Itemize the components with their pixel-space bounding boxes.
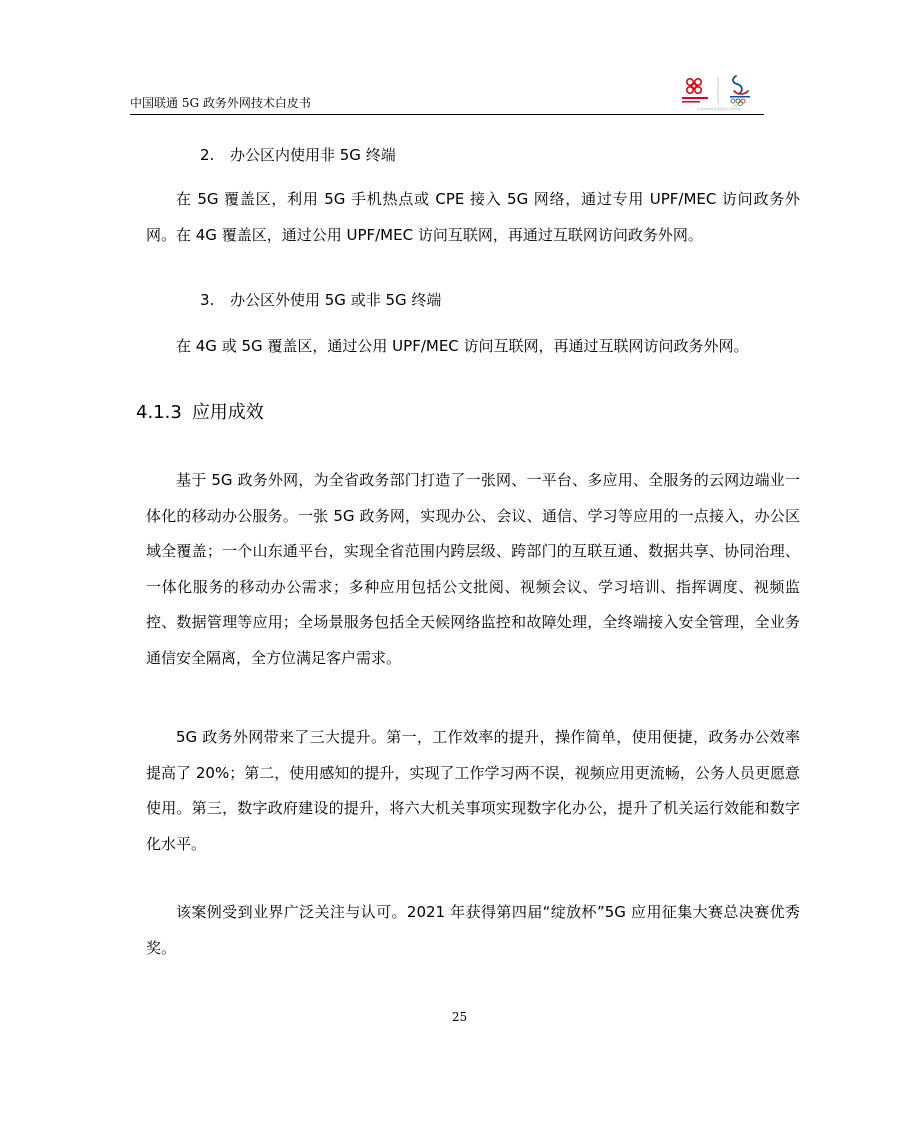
header-title: 中国联通 5G 政务外网技术白皮书 bbox=[130, 96, 311, 110]
section-heading bbox=[136, 401, 264, 425]
list-title: 办公区外使用 5G 或非 5G 终端 bbox=[230, 291, 442, 309]
page-header bbox=[130, 68, 764, 115]
logo-block bbox=[678, 73, 760, 111]
page-number: 25 bbox=[451, 1010, 468, 1024]
paragraph-item-3: 在 4G 或 5G 覆盖区，通过公用 UPF/MEC 访问互联网，再通过互联网访问政务外网。 bbox=[176, 337, 749, 355]
list-item-2-heading bbox=[200, 145, 396, 165]
section-title: 应用成效 bbox=[191, 402, 264, 423]
paragraph-results-2: 5G 政务外网带来了三大提升。第一，工作效率的提升，操作简单，使用便捷，政务办公效率提高了 20%；第二，使用感知的提升，实现了工作学习两不误，视频应用更流畅，公务人员更愿意使用。第三，数字政府建设的提升，将六大机关事项实现数字化办公，提升了机关运行效能和数字化水平。 bbox=[146, 728, 800, 853]
list-number: 3. bbox=[200, 291, 215, 309]
logo-caption: 北京2022年冬奥会官方合作伙伴 bbox=[697, 107, 741, 111]
section-number: 4.1.3 bbox=[136, 402, 182, 423]
list-title: 办公区内使用非 5G 终端 bbox=[230, 146, 396, 164]
beijing-2022-emblem-icon bbox=[722, 73, 758, 107]
paragraph-item-2: 在 5G 覆盖区，利用 5G 手机热点或 CPE 接入 5G 网络，通过专用 UPF/MEC 访问政务外网。在 4G 覆盖区，通过公用 UPF/MEC 访问互联网，再通过互联网访问政务外网。 bbox=[146, 190, 800, 244]
list-item-3-heading bbox=[200, 290, 441, 310]
paragraph-results-3: 该案例受到业界广泛关注与认可。2021 年获得第四届“绽放杯”5G 应用征集大赛总决赛优秀奖。 bbox=[146, 903, 800, 957]
list-number: 2. bbox=[200, 146, 215, 164]
paragraph-results-1: 基于 5G 政务外网，为全省政务部门打造了一张网、一平台、多应用、全服务的云网边端业一体化的移动办公服务。一张 5G 政务网，实现办公、会议、通信、学习等应用的一点接入，办公区域全覆盖；一个山东通平台，实现全省范围内跨层级、跨部门的互联互通、数据共享、协同治理、一体化服务的移动办公需求；多种应用包括公文批阅、视频会议、学习培训、指挥调度、视频监控、数据管理等应用；全场景服务包括全天候网络监控和故障处理，全终端接入安全管理，全业务通信安全隔离，全方位满足客户需求。 bbox=[146, 471, 800, 667]
